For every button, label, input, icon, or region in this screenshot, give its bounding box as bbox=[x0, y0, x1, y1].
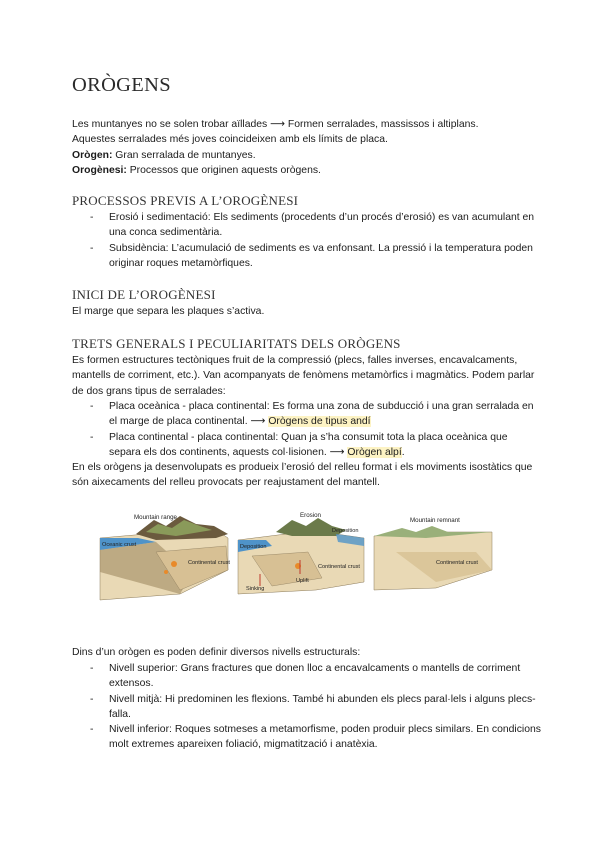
list-item: - Nivell mitjà: Hi predominen les flexions. També hi abunden els plecs paral·lels i alguns plecs-falla. bbox=[72, 692, 542, 723]
orogeny-illustration bbox=[96, 512, 496, 622]
closing-paragraph: En els orògens ja desenvolupats es produeix l’erosió del relleu format i els moviments isostàtics que són aixecaments del relleu provocats per reajustament del mantell. bbox=[72, 462, 533, 489]
label-mountain-remnant: Mountain remnant bbox=[410, 517, 460, 524]
page-title: ORÒGENS bbox=[72, 74, 171, 96]
label-sinking: Sinking bbox=[246, 586, 265, 592]
inici-text: El marge que separa les plaques s’activa. bbox=[72, 306, 265, 317]
panel-mountain-remnant bbox=[374, 517, 492, 590]
label-uplift: Uplift bbox=[296, 578, 309, 584]
trets-paragraph: Es formen estructures tectòniques fruit de la compressió (plecs, falles inverses, encavalcaments, mantells de corriment, etc.). Van acompanyats de fenòmens metamòrfics i magmàtics. Podem parlar de dos grans tipus de serralades: bbox=[72, 355, 535, 397]
list-serralades bbox=[72, 399, 542, 460]
label-continental-crust-3: Continental crust bbox=[436, 560, 478, 566]
item-end: . bbox=[401, 446, 405, 458]
list-item bbox=[72, 430, 542, 461]
definition-text-orogen: Gran serralada de muntanyes. bbox=[112, 149, 256, 161]
section-heading-inici: INICI DE L’OROGÈNESI bbox=[72, 287, 216, 302]
label-oceanic-crust: Oceanic crust bbox=[102, 542, 137, 548]
list-item: - Nivell superior: Grans fractures que donen lloc a encavalcaments o mantells de corriment extensos. bbox=[72, 661, 542, 692]
label-erosion: Erosion bbox=[300, 512, 321, 519]
list-item bbox=[72, 399, 542, 430]
section-heading-processos: PROCESSOS PREVIS A L’OROGÈNESI bbox=[72, 193, 299, 208]
list-item: - Subsidència: L’acumulació de sediments es va enfonsant. La pressió i la temperatura poden originar roques metamòrfiques. bbox=[72, 241, 542, 272]
item-text: Placa continental - placa continental: Quan ja s’ha consumit tota la placa oceànica que separa els dos continents, aquests col·lisionen. ⟶ bbox=[109, 431, 508, 458]
list-item: - Nivell inferior: Roques sotmeses a metamorfisme, poden produir plecs similars. En condicions molt extremes apareixen foliació, migmatització i anatèxia. bbox=[72, 722, 542, 753]
intro-paragraph bbox=[72, 117, 542, 178]
intro-line-2: Aquestes serralades més joves coincideixen amb els límits de placa. bbox=[72, 134, 388, 146]
label-continental-crust: Continental crust bbox=[188, 560, 230, 566]
label-mountain-range: Mountain range bbox=[134, 514, 177, 521]
section-heading-trets: TRETS GENERALS I PECULIARITATS DELS ORÒGENS bbox=[72, 336, 401, 351]
label-deposition-left: Deposition bbox=[240, 544, 267, 550]
panel-oceanic-continental bbox=[100, 514, 230, 600]
intro-line-1: Les muntanyes no se solen trobar aïllades ⟶ Formen serralades, massissos i altiplans. bbox=[72, 119, 479, 130]
panel-continental-collision bbox=[238, 512, 364, 594]
label-deposition-right: Deposition bbox=[332, 528, 359, 534]
label-continental-crust-2: Continental crust bbox=[318, 564, 360, 570]
list-item: - Erosió i sedimentació: Els sediments (procedents d’un procés d’erosió) es van acumulant en una conca sedimentària. bbox=[72, 210, 542, 241]
definition-text-orogenesi: Processos que originen aquests orògens. bbox=[126, 164, 321, 176]
highlight-alpi: Orògen alpí bbox=[347, 446, 402, 458]
item-text: Placa oceànica - placa continental: Es forma una zona de subducció i una gran serralada en el marge de placa continental. ⟶ bbox=[109, 401, 534, 428]
definition-term-orogen: Orògen: bbox=[72, 149, 113, 161]
definition-term-orogenesi: Orogènesi: bbox=[72, 164, 127, 176]
nivells-intro: Dins d’un orògen es poden definir diversos nivells estructurals: bbox=[72, 647, 361, 658]
list-processos bbox=[72, 210, 542, 271]
highlight-andi: Orògens de tipus andí bbox=[268, 416, 371, 428]
list-nivells bbox=[72, 661, 542, 753]
